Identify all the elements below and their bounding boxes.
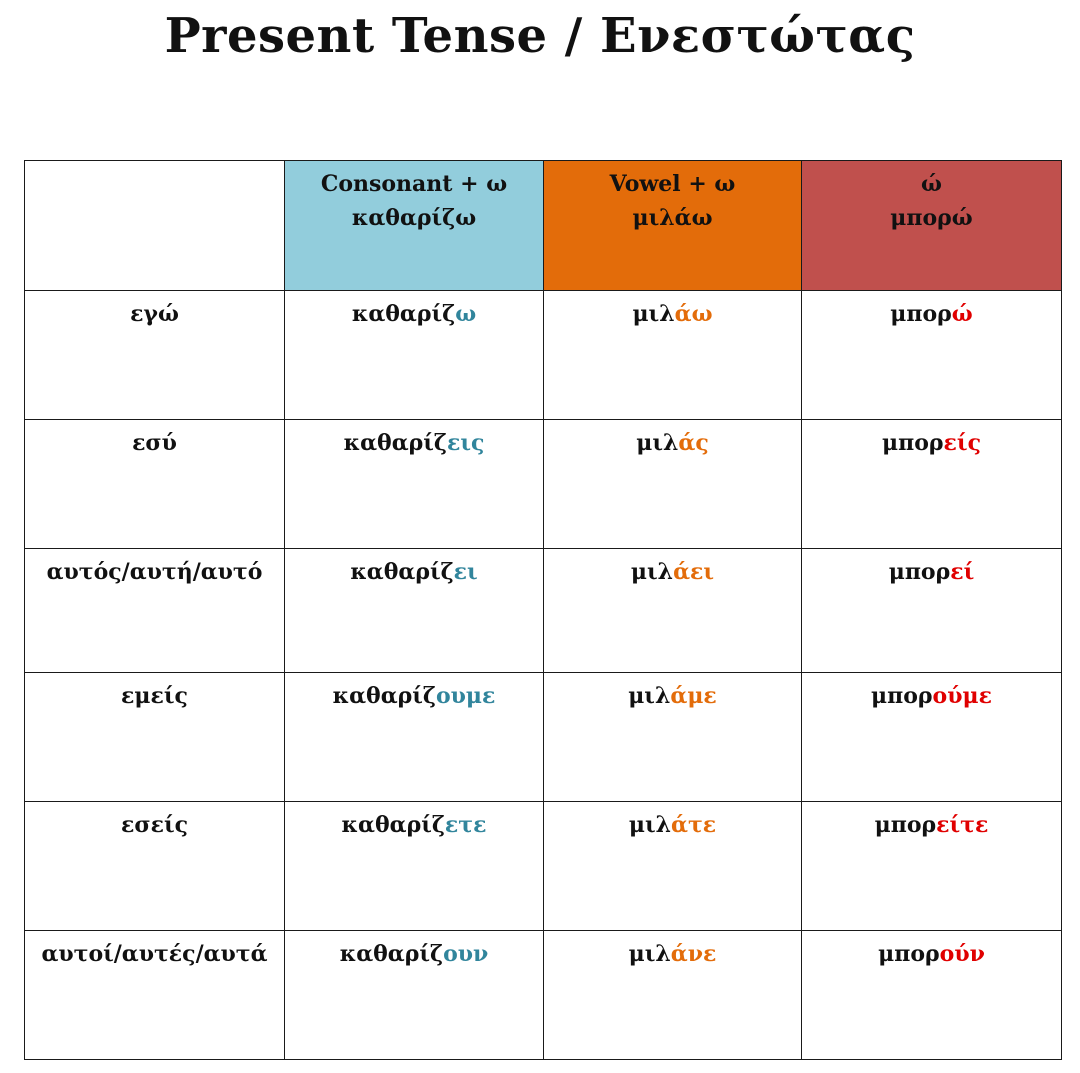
verb-stem: μπορ: [882, 430, 944, 456]
vowel-form-cell: [544, 420, 802, 549]
verb-stem: καθαρίζ: [351, 301, 456, 327]
pronoun-cell: αυτοί/αυτές/αυτά: [25, 931, 285, 1060]
pronoun-cell: εμείς: [25, 673, 285, 802]
verb-ending: άνε: [670, 941, 717, 967]
verb-stem: καθαρίζ: [341, 812, 445, 838]
verb-ending: άς: [678, 430, 709, 456]
vowel-form-cell: [544, 931, 802, 1060]
verb-ending: άω: [674, 301, 713, 327]
consonant-form-cell: [285, 931, 544, 1060]
consonant-form-cell: [285, 291, 544, 420]
table-row: [25, 549, 1062, 673]
verb-stem: μπορ: [888, 559, 951, 585]
verb-ending: άτε: [671, 812, 717, 838]
omega-form-cell: [802, 673, 1062, 802]
verb-ending: είς: [943, 430, 981, 456]
table-row: [25, 673, 1062, 802]
header-consonant-example: καθαρίζω: [351, 205, 477, 231]
header-omega-example: μπορώ: [890, 205, 973, 231]
verb-ending: ω: [455, 301, 477, 327]
header-row: [25, 161, 1062, 291]
verb-stem: μιλ: [628, 941, 671, 967]
verb-ending: ώ: [951, 301, 973, 327]
verb-stem: μιλ: [628, 812, 672, 838]
header-vowel-example: μιλάω: [632, 205, 713, 231]
verb-ending: ούν: [939, 941, 985, 967]
verb-ending: ετε: [444, 812, 487, 838]
verb-ending: εις: [446, 430, 485, 456]
consonant-form-cell: [285, 549, 544, 673]
header-consonant: [285, 161, 544, 291]
verb-stem: μπορ: [874, 812, 937, 838]
vowel-form-cell: [544, 549, 802, 673]
page-title: Present Tense / Ενεστώτας: [164, 8, 916, 64]
consonant-form-cell: [285, 802, 544, 931]
header-omega: [802, 161, 1062, 291]
verb-ending: εί: [950, 559, 975, 585]
vowel-form-cell: [544, 802, 802, 931]
header-omega-type: ώ: [921, 171, 942, 197]
table-row: [25, 931, 1062, 1060]
verb-ending: ούμε: [932, 683, 992, 709]
table-row: [25, 420, 1062, 549]
header-consonant-type: Consonant + ω: [320, 171, 508, 197]
verb-stem: μιλ: [630, 559, 674, 585]
omega-form-cell: [802, 420, 1062, 549]
pronoun-cell: αυτός/αυτή/αυτό: [25, 549, 285, 673]
consonant-form-cell: [285, 673, 544, 802]
omega-form-cell: [802, 802, 1062, 931]
verb-stem: μιλ: [636, 430, 679, 456]
table-row: [25, 802, 1062, 931]
verb-stem: μιλ: [632, 301, 675, 327]
verb-stem: καθαρίζ: [343, 430, 447, 456]
verb-stem: καθαρίζ: [332, 683, 436, 709]
header-empty-cell: [25, 161, 285, 291]
verb-stem: καθαρίζ: [339, 941, 444, 967]
verb-ending: είτε: [936, 812, 989, 838]
verb-ending: ουν: [443, 941, 489, 967]
verb-ending: άει: [673, 559, 715, 585]
table-row: [25, 291, 1062, 420]
omega-form-cell: [802, 931, 1062, 1060]
pronoun-cell: εσύ: [25, 420, 285, 549]
verb-stem: μπορ: [871, 683, 933, 709]
verb-ending: ει: [453, 559, 478, 585]
verb-ending: ουμε: [435, 683, 496, 709]
verb-ending: άμε: [670, 683, 717, 709]
verb-stem: καθαρίζ: [350, 559, 454, 585]
header-vowel: [544, 161, 802, 291]
omega-form-cell: [802, 549, 1062, 673]
verb-stem: μπορ: [890, 301, 952, 327]
vowel-form-cell: [544, 291, 802, 420]
verb-stem: μιλ: [628, 683, 671, 709]
vowel-form-cell: [544, 673, 802, 802]
omega-form-cell: [802, 291, 1062, 420]
pronoun-cell: εσείς: [25, 802, 285, 931]
verb-stem: μπορ: [878, 941, 940, 967]
consonant-form-cell: [285, 420, 544, 549]
pronoun-cell: εγώ: [25, 291, 285, 420]
header-vowel-type: Vowel + ω: [609, 171, 736, 197]
conjugation-table: [24, 160, 1062, 1060]
